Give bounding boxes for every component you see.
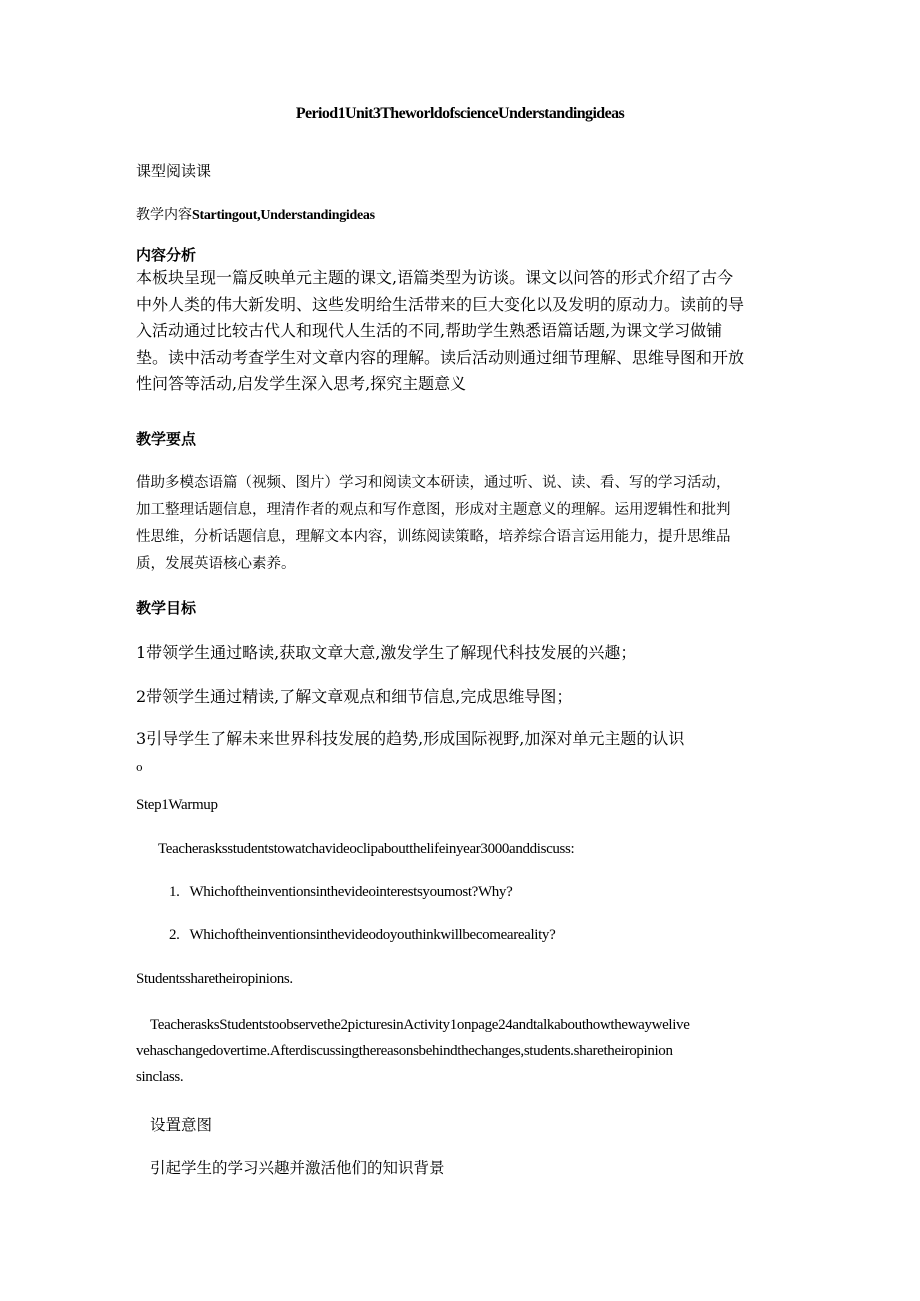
goals-heading: 教学目标	[136, 599, 197, 617]
activity-line: sinclass.	[136, 1069, 184, 1085]
analysis-line: 垫。读中活动考查学生对文章内容的理解。读后活动则通过细节理解、思维导图和开放	[136, 347, 745, 367]
step1-question: 1. Whichoftheinventionsinthevideointerestsyoumost?Why?	[169, 884, 513, 900]
lesson-type: 课型阅读课	[136, 162, 212, 180]
goal-item: 1带领学生通过略读,获取文章大意,激发学生了解现代科技发展的兴趣；	[136, 643, 637, 662]
analysis-line: 入活动通过比较古代人和现代人生活的不同,帮助学生熟悉语篇话题,为课文学习做铺	[136, 321, 723, 340]
key-points-body	[136, 470, 786, 578]
step1-heading: Step1Warmup	[136, 797, 218, 813]
goal-trailing-mark: o	[136, 761, 143, 774]
content-analysis-heading: 内容分析	[136, 246, 197, 264]
step1-intro: Teacherasksstudentstowatchavideoclipaboutthelifeinyear3000anddiscuss:	[158, 841, 575, 857]
key-points-line: 加工整理话题信息，理清作者的观点和写作意图，形成对主题意义的理解。运用逻辑性和批判	[136, 502, 731, 518]
lesson-content-label: 教学内容	[136, 207, 192, 223]
activity-line: vehaschangedovertime.Afterdiscussingthereasonsbehindthechanges,students.sharetheiropinion	[136, 1043, 673, 1059]
analysis-line: 中外人类的伟大新发明、这些发明给生活带来的巨大变化以及发明的原动力。读前的导	[136, 294, 745, 314]
activity-paragraph	[136, 1012, 790, 1090]
lesson-content-value: Startingout,Understandingideas	[192, 208, 375, 223]
key-points-line: 质，发展英语核心素养。	[136, 556, 296, 572]
key-points-heading: 教学要点	[136, 430, 197, 448]
activity-line: TeacherasksStudentstoobservethe2picturesinActivity1onpage24andtalkabouthowthewaywelive	[150, 1017, 690, 1033]
students-share: Studentssharetheiropinions.	[136, 971, 293, 987]
intent-heading: 设置意图	[150, 1116, 213, 1134]
goal-item: 2带领学生通过精读,了解文章观点和细节信息,完成思维导图；	[136, 687, 573, 706]
goal-item: 3引导学生了解未来世界科技发展的趋势,形成国际视野,加深对单元主题的认识	[136, 729, 685, 748]
content-analysis-body	[136, 265, 786, 398]
key-points-line: 性思维，分析话题信息，理解文本内容，训练阅读策略，培养综合语言运用能力，提升思维品	[136, 529, 731, 545]
key-points-line: 借助多模态语篇（视频、图片）学习和阅读文本研读，通过听、说、读、看、写的学习活动，	[136, 475, 731, 491]
page-title: Period1Unit3TheworldofscienceUnderstandingideas	[295, 105, 625, 122]
intent-text: 引起学生的学习兴趣并激活他们的知识背景	[150, 1159, 445, 1177]
step1-question: 2. Whichoftheinventionsinthevideodoyouthinkwillbecomeareality?	[169, 927, 556, 943]
analysis-line: 本板块呈现一篇反映单元主题的课文,语篇类型为访谈。课文以问答的形式介绍了古今	[136, 268, 734, 287]
analysis-line: 性问答等活动,启发学生深入思考,探究主题意义	[136, 374, 467, 393]
lesson-content	[136, 204, 375, 224]
